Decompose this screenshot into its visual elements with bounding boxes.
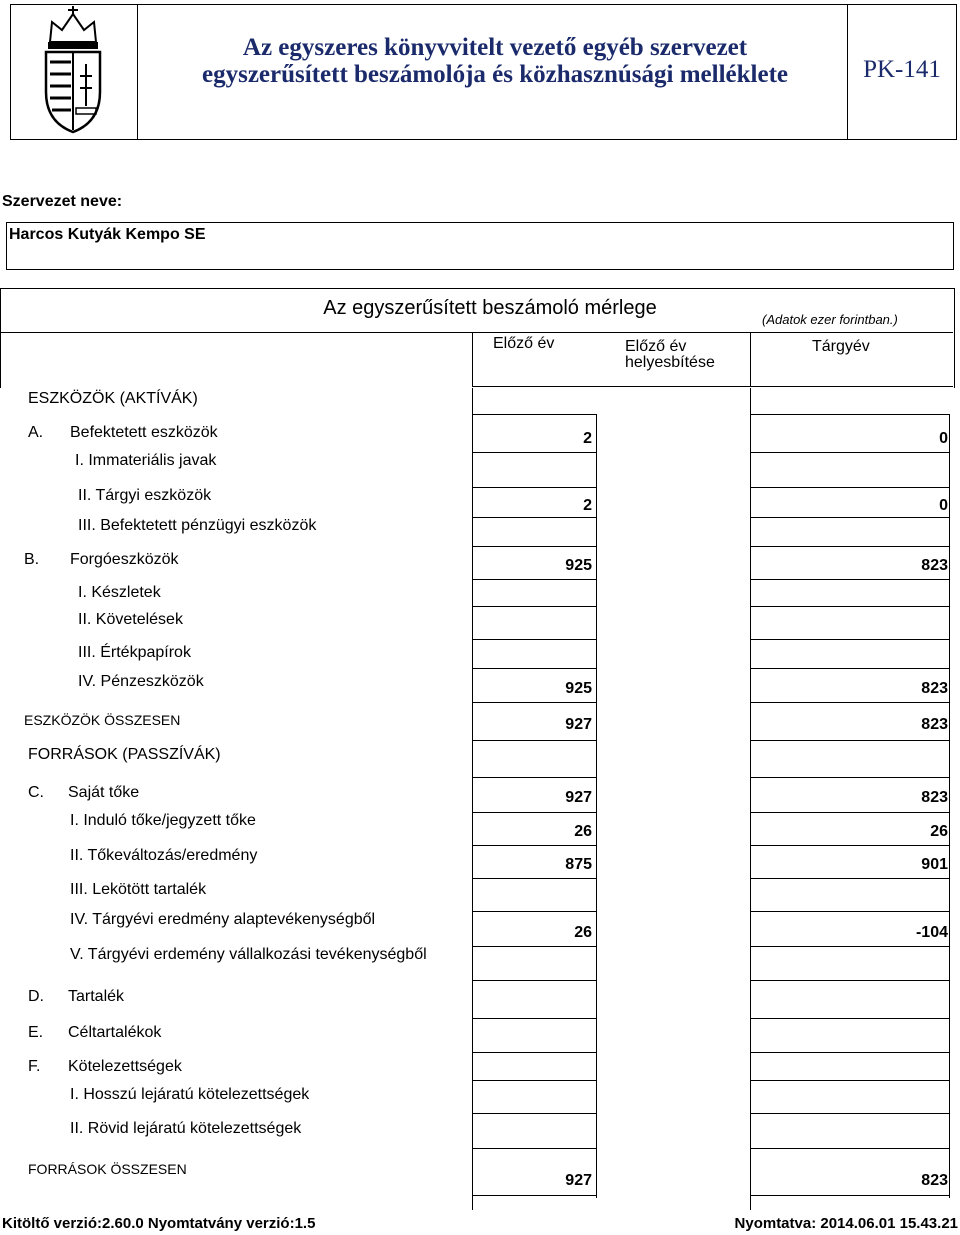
cell-border (750, 487, 950, 488)
cell-border (472, 639, 596, 640)
cell-border (750, 1113, 950, 1114)
prev-year-value[interactable]: 2 (583, 497, 592, 514)
cell-border (472, 777, 596, 778)
cell-border (750, 1080, 950, 1081)
cell-border (750, 452, 950, 453)
cell-border (472, 980, 596, 981)
row-label: IV. Pénzeszközök (78, 673, 204, 690)
cell-border (750, 878, 950, 879)
row-label: Kötelezettségek (68, 1058, 182, 1075)
current-year-value[interactable]: 901 (921, 856, 948, 873)
prev-year-value[interactable]: 26 (574, 823, 592, 840)
row-label: IV. Tárgyévi eredmény alaptevékenységből (70, 911, 376, 928)
row-label: II. Rövid lejáratú kötelezettségek (70, 1120, 302, 1137)
cell-border (750, 1018, 950, 1019)
current-year-value[interactable]: 26 (930, 823, 948, 840)
column-border (750, 388, 751, 1210)
cell-border (750, 812, 950, 813)
current-year-value[interactable]: 823 (921, 789, 948, 806)
prev-year-value[interactable]: 927 (565, 789, 592, 806)
column-border (596, 414, 597, 1198)
row-label: III. Befektetett pénzügyi eszközök (78, 517, 317, 534)
row-code: F. (28, 1058, 41, 1075)
cell-border (472, 414, 596, 415)
column-border (949, 414, 950, 1198)
row-label: Befektetett eszközök (70, 424, 218, 441)
row-label: I. Induló tőke/jegyzett tőke (70, 812, 256, 829)
unit-note: (Adatok ezer forintban.) (762, 312, 898, 327)
cell-border (472, 668, 596, 669)
current-year-value[interactable]: 823 (921, 680, 948, 697)
cell-border (750, 1195, 950, 1196)
cell-border (750, 1052, 950, 1053)
cell-border (472, 878, 596, 879)
cell-border (472, 517, 596, 518)
row-label: III. Értékpapírok (78, 644, 191, 661)
row-label: III. Lekötött tartalék (70, 881, 207, 898)
balance-title: Az egyszerűsített beszámoló mérlege (323, 297, 657, 319)
cell-border (472, 702, 596, 703)
cell-border (750, 579, 950, 580)
column-border (472, 388, 473, 1210)
cell-border (472, 1052, 596, 1053)
prev-year-value[interactable]: 875 (565, 856, 592, 873)
row-label: V. Tárgyévi erdemény vállalkozási tevékenységből (70, 946, 427, 963)
row-code: A. (28, 424, 44, 441)
row-label: Saját tőke (68, 784, 140, 801)
header-col-line (750, 332, 751, 387)
current-year-value[interactable]: 0 (939, 430, 948, 447)
cell-border (472, 1148, 596, 1149)
column-prev-year-adj-line1: Előző év (625, 338, 687, 355)
row-label: Céltartalékok (68, 1024, 162, 1041)
cell-border (472, 1195, 596, 1196)
row-code: B. (24, 551, 40, 568)
cell-border (750, 517, 950, 518)
footer-printed: Nyomtatva: 2014.06.01 15.43.21 (734, 1215, 958, 1232)
cell-border (750, 668, 950, 669)
current-year-value[interactable]: 823 (921, 557, 948, 574)
cell-border (472, 911, 596, 912)
cell-border (472, 452, 596, 453)
row-label: II. Tőkeváltozás/eredmény (70, 847, 258, 864)
footer-version: Kitöltő verzió:2.60.0 Nyomtatvány verzió:1.5 (2, 1215, 316, 1232)
cell-border (750, 606, 950, 607)
column-prev-year-adj-line2: helyesbítése (625, 354, 715, 371)
prev-year-value[interactable]: 26 (574, 924, 592, 941)
row-code: E. (28, 1024, 44, 1041)
cell-border (750, 414, 950, 415)
form-code: PK-141 (863, 56, 941, 83)
row-label: Forgóeszközök (70, 551, 179, 568)
cell-border (750, 845, 950, 846)
cell-border (472, 606, 596, 607)
prev-year-value[interactable]: 2 (583, 430, 592, 447)
row-label: ESZKÖZÖK (AKTÍVÁK) (28, 390, 198, 407)
cell-border (472, 845, 596, 846)
header-title-line1: Az egyszeres könyvvitelt vezető egyéb szervezet (242, 34, 748, 61)
cell-border (472, 812, 596, 813)
row-label: FORRÁSOK (PASSZÍVÁK) (28, 746, 221, 763)
cell-border (750, 777, 950, 778)
cell-border (750, 740, 950, 741)
current-year-value[interactable]: 823 (921, 716, 948, 733)
prev-year-value[interactable]: 925 (565, 680, 592, 697)
left-border-line (0, 288, 1, 388)
organization-label: Szervezet neve: (2, 193, 123, 210)
header-bottom-line (472, 386, 953, 387)
row-label: I. Hosszú lejáratú kötelezettségek (70, 1086, 310, 1103)
logo-cell (10, 4, 138, 140)
cell-border (472, 740, 596, 741)
cell-border (472, 487, 596, 488)
current-year-value[interactable]: 0 (939, 497, 948, 514)
prev-year-value[interactable]: 925 (565, 557, 592, 574)
cell-border (472, 946, 596, 947)
cell-border (750, 946, 950, 947)
row-label: II. Követelések (78, 611, 183, 628)
header-title-line2: egyszerűsített beszámolója és közhasznúsági melléklete (202, 61, 788, 88)
cell-border (750, 1148, 950, 1149)
cell-border (472, 579, 596, 580)
cell-border (750, 546, 950, 547)
cell-border (750, 639, 950, 640)
header-col-line (472, 332, 473, 387)
row-label: ESZKÖZÖK ÖSSZESEN (24, 712, 181, 728)
cell-border (750, 702, 950, 703)
row-code: C. (28, 784, 44, 801)
column-current-year: Tárgyév (812, 338, 870, 355)
cell-border (750, 911, 950, 912)
row-label: Tartalék (68, 988, 125, 1005)
row-label: II. Tárgyi eszközök (78, 487, 212, 504)
current-year-value[interactable]: 823 (921, 1172, 948, 1189)
cell-border (472, 1018, 596, 1019)
prev-year-value[interactable]: 927 (565, 1172, 592, 1189)
row-label: I. Immateriális javak (75, 452, 217, 469)
column-prev-year: Előző év (493, 335, 555, 352)
header-divider (0, 332, 953, 333)
cell-border (472, 546, 596, 547)
current-year-value[interactable]: -104 (915, 924, 948, 941)
prev-year-value[interactable]: 927 (565, 716, 592, 733)
cell-border (472, 1113, 596, 1114)
row-label: FORRÁSOK ÖSSZESEN (28, 1161, 187, 1177)
organization-name: Harcos Kutyák Kempo SE (9, 226, 206, 243)
coat-of-arms-icon (10, 4, 137, 140)
row-code: D. (28, 988, 44, 1005)
row-label: I. Készletek (78, 584, 161, 601)
cell-border (750, 980, 950, 981)
cell-border (472, 1080, 596, 1081)
